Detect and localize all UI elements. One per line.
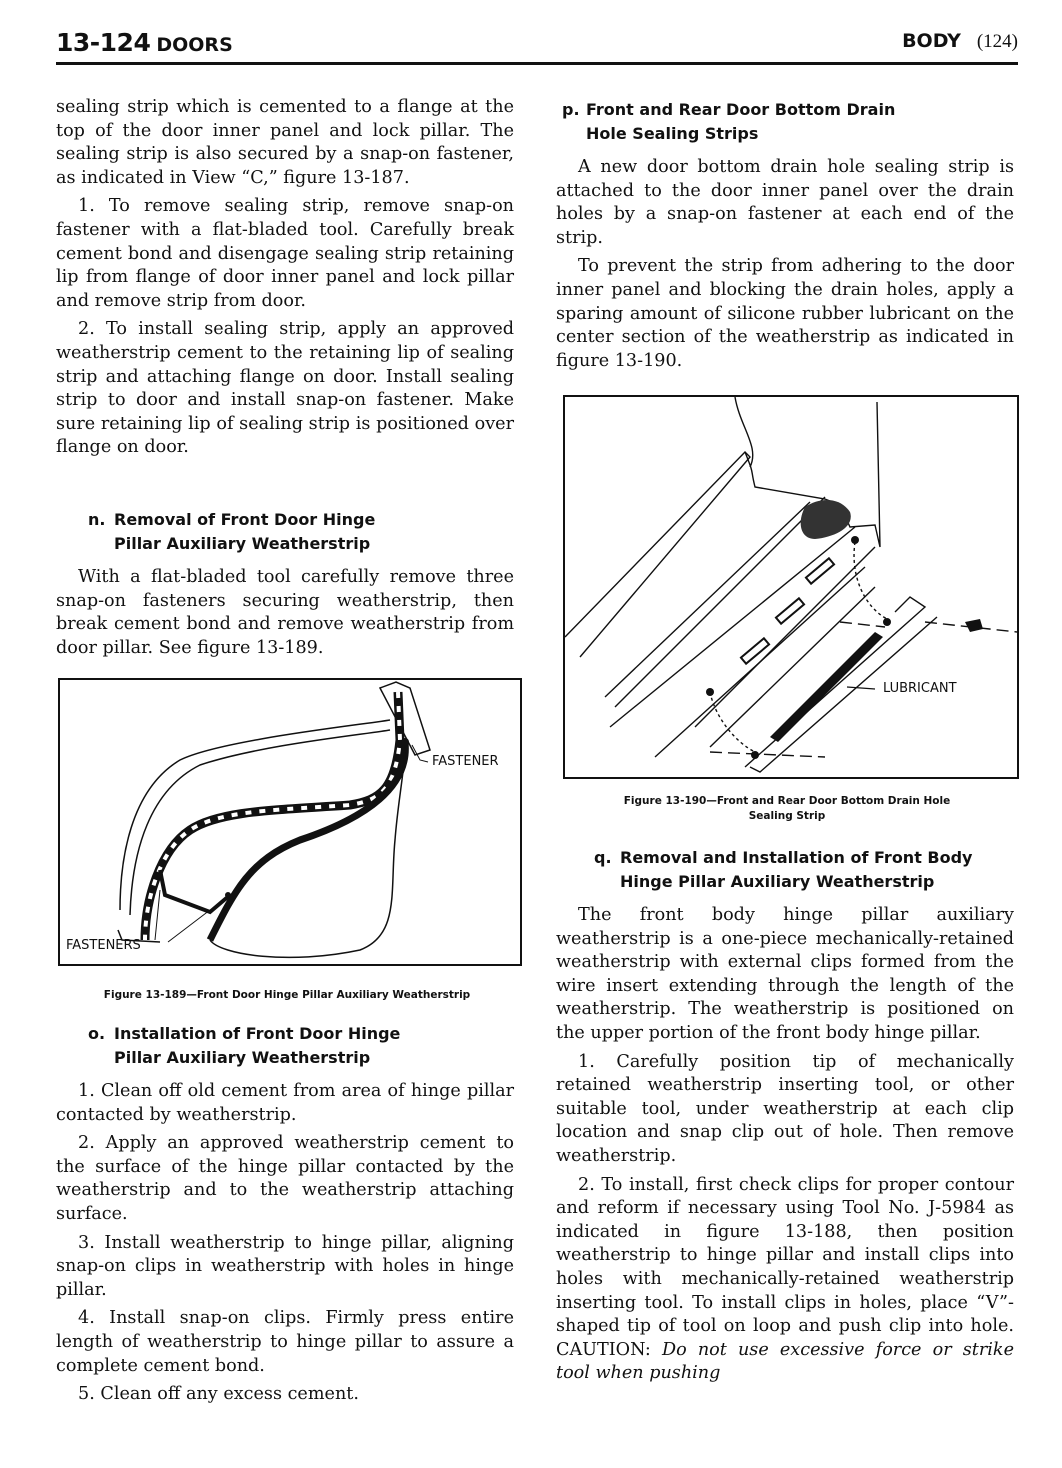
paragraph: To prevent the strip from adhering to the door inner panel and blocking the drain holes, apply a sparing amount of silicone rubber lubricant on the center section of the weatherstrip as indicated in figure 13-190.: [556, 256, 1014, 371]
section-q-heading: q. Removal and Installation of Front Body Hinge Pillar Auxiliary Weatherstrip: [594, 848, 973, 891]
paragraph: sealing strip which is cemented to a flange at the top of the door inner panel and lock pillar. The sealing strip is also secured by a snap-on fastener, as indicated in View “C,” figure 13-187.: [56, 97, 514, 188]
paragraph: A new door bottom drain hole sealing strip is attached to the door inner panel over the drain holes by a snap-on fastener at each end of the strip.: [556, 157, 1014, 248]
section-p: [556, 98, 1014, 378]
step: 1. Clean off old cement from area of hinge pillar contacted by weatherstrip.: [56, 1081, 514, 1125]
step: 1. Carefully position tip of mechanically retained weatherstrip inserting tool, or other suitable tool, under weatherstrip at each clip location and snap clip out of hole. Then remove weatherstrip.: [556, 1051, 1014, 1166]
figure-13-190: [563, 395, 1019, 779]
left-column-intro: [56, 96, 514, 465]
page-header: [56, 22, 1018, 62]
section-n: [56, 508, 514, 665]
step-remove: 1. To remove sealing strip, remove snap-on fastener with a flat-bladed tool. Carefully break cement bond and disengage sealing strip retaining lip from flange of door inner panel and lock pillar and remove strip from door.: [56, 196, 514, 311]
figure-13-189: [58, 678, 522, 966]
step: 2. To install, first check clips for proper contour and reform if necessary using Tool No. J-5984 as indicated in figure 13-188, then position weatherstrip to hinge pillar and install clips into holes with mechanically-retained weatherstrip inserting tool. To install clips in holes, place “V”-shaped tip of tool on loop and push clip into hole. CAUTION: Do not use excessive force or strike tool when pushing: [556, 1174, 1014, 1384]
chapter-title: BODY: [902, 30, 961, 52]
header-rule: [56, 62, 1018, 65]
step: 5. Clean off any excess cement.: [78, 1384, 359, 1405]
label-lubricant: LUBRICANT: [883, 681, 957, 696]
section-q: [556, 846, 1014, 1391]
section-p-heading: p. Front and Rear Door Bottom Drain Hole Sealing Strips: [562, 100, 896, 143]
door-hinge-pillar-illustration: [60, 680, 520, 964]
drain-hole-sealing-strip-illustration: [565, 397, 1017, 777]
step: 2. Apply an approved weatherstrip cement to the surface of the hinge pillar contacted by the weatherstrip and to the weatherstrip attaching surface.: [56, 1133, 514, 1224]
figure-13-189-caption: Figure 13-189—Front Door Hinge Pillar Auxiliary Weatherstrip: [103, 989, 471, 1001]
step: 4. Install snap-on clips. Firmly press entire length of weatherstrip to hinge pillar to assure a complete cement bond.: [56, 1308, 514, 1376]
section-o: [56, 1022, 514, 1412]
figure-13-190-caption: Figure 13-190—Front and Rear Door Bottom Drain Hole Sealing Strip: [623, 795, 951, 822]
section-n-body: With a flat-bladed tool carefully remove three snap-on fasteners securing weatherstrip, then break cement bond and remove weatherstrip from door pillar. See figure 13-189.: [56, 567, 514, 658]
label-fasteners: FASTENERS: [66, 938, 141, 953]
section-o-heading: o. Installation of Front Door Hinge Pillar Auxiliary Weatherstrip: [88, 1024, 401, 1067]
page-code: 13-124: [56, 28, 151, 57]
paragraph: The front body hinge pillar auxiliary weatherstrip is a one-piece mechanically-retained weatherstrip with external clips formed from the wire insert extending through the length of the weatherstrip. The weatherstrip is positioned on the upper portion of the front body hinge pillar.: [556, 905, 1014, 1043]
step: 3. Install weatherstrip to hinge pillar, aligning snap-on clips in weatherstrip with holes in hinge pillar.: [56, 1232, 514, 1300]
section-n-heading: n. Removal of Front Door Hinge Pillar Auxiliary Weatherstrip: [88, 510, 376, 553]
section-title: DOORS: [156, 34, 233, 56]
caution-text: Do not use excessive force or strike tool when pushing: [556, 1339, 1014, 1384]
label-fastener: FASTENER: [432, 754, 499, 769]
step-install: 2. To install sealing strip, apply an approved weatherstrip cement to the retaining lip of sealing strip and attaching flange on door. Install sealing strip to door and install snap-on fastener. Make sure retaining lip of sealing strip is positioned over flange on door.: [56, 319, 514, 458]
page-number: (124): [976, 31, 1018, 52]
